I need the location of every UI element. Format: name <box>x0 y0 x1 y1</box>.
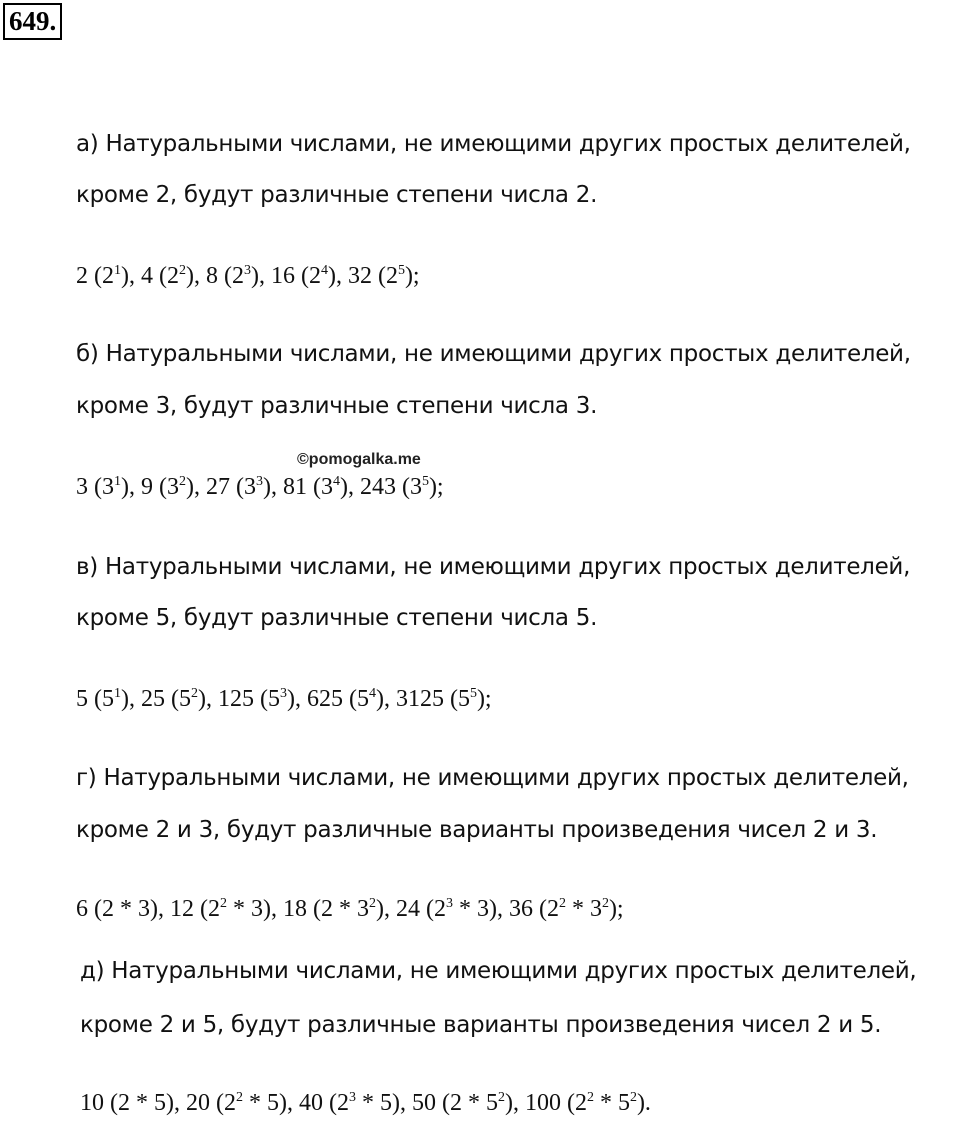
exponent: 2 <box>368 896 376 911</box>
part-a-line-1: а) Натуральными числами, не имеющими других простых делителей, <box>76 131 911 157</box>
part-b-math <box>76 474 444 501</box>
math-text: ), 8 (2 <box>185 263 244 289</box>
part-a-line-2: кроме 2, будут различные степени числа 2. <box>76 182 598 208</box>
part-e-line-1: д) Натуральными числами, не имеющими других простых делителей, <box>80 958 917 984</box>
math-text: ), 4 (2 <box>121 263 179 289</box>
math-text: ), 125 (5 <box>197 686 280 712</box>
part-b-line-1: б) Натуральными числами, не имеющими других простых делителей, <box>76 341 911 367</box>
exponent: 1 <box>114 474 121 489</box>
exponent: 2 <box>178 263 186 278</box>
math-text: 10 (2 * 5), 20 (2 <box>80 1090 236 1116</box>
watermark: ©pomogalka.me <box>297 451 421 468</box>
math-text: ), 9 (3 <box>121 474 179 500</box>
math-text: ), 3125 (5 <box>375 686 470 712</box>
math-text: * 5), 40 (2 <box>242 1090 349 1116</box>
exponent: 1 <box>114 263 121 278</box>
math-text: ); <box>476 686 492 712</box>
part-d-line-1: г) Натуральными числами, не имеющими других простых делителей, <box>76 765 909 791</box>
math-text: * 3), 18 (2 * 3 <box>226 896 369 922</box>
exponent: 3 <box>243 263 251 278</box>
math-text: * 3 <box>565 896 602 922</box>
exponent: 2 <box>586 1090 594 1105</box>
part-c-line-2: кроме 5, будут различные степени числа 5. <box>76 605 598 631</box>
math-text: ), 24 (2 <box>375 896 446 922</box>
exponent: 5 <box>397 263 405 278</box>
part-a-math <box>76 263 420 290</box>
exponent: 3 <box>255 474 263 489</box>
math-text: ); <box>428 474 444 500</box>
exponent: 1 <box>114 686 121 701</box>
math-text: ), 243 (3 <box>339 474 422 500</box>
exponent: 2 <box>235 1090 243 1105</box>
part-e-line-2: кроме 2 и 5, будут различные варианты произведения чисел 2 и 5. <box>80 1012 882 1038</box>
math-text: * 5), 50 (2 * 5 <box>355 1090 498 1116</box>
math-text: ), 32 (2 <box>327 263 398 289</box>
exponent: 4 <box>320 263 328 278</box>
exponent: 3 <box>348 1090 356 1105</box>
exponent: 2 <box>497 1090 505 1105</box>
exponent: 2 <box>629 1090 637 1105</box>
exponent: 2 <box>601 896 609 911</box>
math-text: ), 27 (3 <box>185 474 256 500</box>
math-text: ), 100 (2 <box>504 1090 587 1116</box>
math-text: ), 625 (5 <box>286 686 369 712</box>
exercise-number: 649. <box>3 3 62 40</box>
exponent: 5 <box>421 474 429 489</box>
exponent: 3 <box>445 896 453 911</box>
exponent: 2 <box>178 474 186 489</box>
math-text: * 3), 36 (2 <box>452 896 559 922</box>
exponent: 5 <box>469 686 477 701</box>
part-d-line-2: кроме 2 и 3, будут различные варианты произведения чисел 2 и 3. <box>76 817 878 843</box>
part-c-line-1: в) Натуральными числами, не имеющими других простых делителей, <box>76 554 911 580</box>
math-text: ), 16 (2 <box>250 263 321 289</box>
math-text: 5 (5 <box>76 686 114 712</box>
part-c-math <box>76 686 492 713</box>
math-text: ). <box>636 1090 651 1116</box>
math-text: 3 (3 <box>76 474 114 500</box>
math-text: ), 25 (5 <box>121 686 191 712</box>
math-text: ), 81 (3 <box>262 474 333 500</box>
part-b-line-2: кроме 3, будут различные степени числа 3. <box>76 393 598 419</box>
math-text: 2 (2 <box>76 263 114 289</box>
part-d-math <box>76 896 624 923</box>
exponent: 3 <box>279 686 287 701</box>
exponent: 2 <box>558 896 566 911</box>
exponent: 4 <box>368 686 376 701</box>
exponent: 2 <box>219 896 227 911</box>
exponent: 4 <box>332 474 340 489</box>
exponent: 2 <box>190 686 198 701</box>
part-e-math <box>80 1090 651 1117</box>
math-text: 6 (2 * 3), 12 (2 <box>76 896 220 922</box>
math-text: ); <box>404 263 420 289</box>
math-text: ); <box>608 896 624 922</box>
math-text: * 5 <box>593 1090 630 1116</box>
